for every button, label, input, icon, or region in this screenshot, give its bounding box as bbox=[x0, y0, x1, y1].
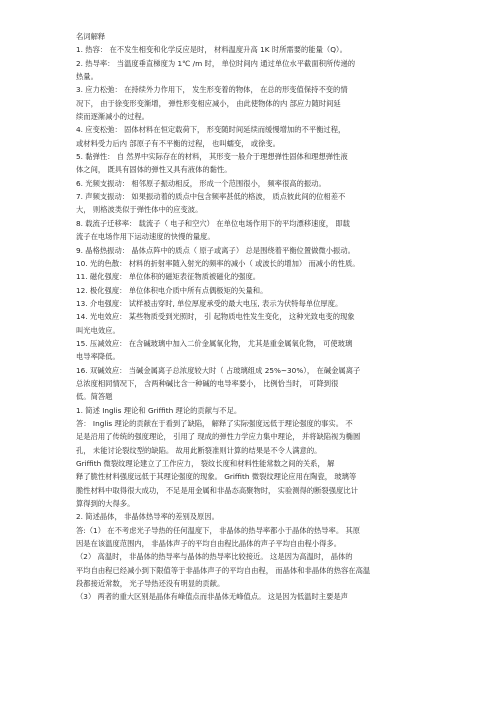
doc-line: 答： Inglis 理论的贡献在于看到了缺陷， 解释了实际强度远低于理论强度的事实。 不 bbox=[76, 418, 353, 428]
doc-line: 答:（1） 在不考虑光子导热的任何温度下， 非晶体的热导率都小于晶体的热导率。 其原 bbox=[76, 525, 361, 535]
doc-line: 续而逐渐减小的过程。 bbox=[76, 112, 149, 122]
doc-line bbox=[76, 617, 456, 630]
doc-line: 足是沿用了传统的强度理论， 引用了 现成的弹性力学应力集中理论， 并将缺陷视为椭圆 bbox=[76, 432, 361, 442]
doc-line bbox=[76, 657, 456, 670]
doc-line: 16. 双碱效应： 当碱金属离子总浓度较大时（ 占玻璃组成 25%~30%）， 在碱金属离子 bbox=[76, 365, 361, 375]
doc-line: 大， 则格波类似于弹性体中的应变波。 bbox=[76, 205, 203, 215]
doc-line: 7. 声频支振动： 如果振动着的质点中包含频率甚低的格波， 质点彼此间的位相差不 bbox=[76, 192, 346, 202]
doc-line: 9. 晶格热振动： 晶体点阵中的质点（ 原子或离子） 总是围绕着平衡位置做微小振动。 bbox=[76, 245, 355, 255]
doc-line: 3. 应力松弛： 在持续外力作用下， 发生形变着的物体， 在总的形变值保持不变的情 bbox=[76, 85, 348, 95]
doc-line: 13. 介电强度： 试样被击穿时, 单位厚度承受的最大电压, 表示为伏特每单位厚度。 bbox=[76, 298, 343, 308]
doc-line: 脆性材料中取得很大成功， 不足是用金属和非晶态高聚物时， 实验测得的断裂强度比计 bbox=[76, 485, 358, 495]
doc-line: 1. 热容： 在不发生相变和化学反应是时， 材料温度升高 1K 时所需要的能量（Q）。 bbox=[76, 45, 347, 55]
doc-line: 14. 光电效应： 某些物质受到光照时， 引 起物质电性发生变化， 这种光致电变的现象 bbox=[76, 312, 355, 322]
doc-line: 4. 应变松弛： 固体材料在恒定载荷下， 形变随时间延续而缓慢增加的不平衡过程， bbox=[76, 125, 346, 135]
doc-line bbox=[76, 630, 456, 643]
doc-line: 平均自由程已经减小到下限值等于非晶体声子的平均自由程， 而晶体和非晶体的热容在高温 bbox=[76, 565, 371, 575]
doc-line: 热量。 bbox=[76, 72, 98, 82]
doc-line bbox=[76, 684, 456, 697]
doc-line: 8. 载流子迁移率： 载流子（ 电子和空穴） 在单位电场作用下的平均漂移速度， 即载 bbox=[76, 218, 350, 228]
doc-line: 名词解释 bbox=[76, 32, 106, 41]
doc-line: 2. 热导率： 当温度垂直梯度为 1℃ /m 时， 单位时间内 通过单位水平截面积所传递的 bbox=[76, 58, 356, 68]
doc-line: 低。简答题 bbox=[76, 392, 113, 402]
doc-line: 算得到的大得多。 bbox=[76, 499, 135, 509]
doc-line: 总浓度相同情况下， 含两种碱比含一种碱的电导率要小， 比例恰当时， 可降到很 bbox=[76, 378, 339, 388]
doc-line: 2. 简述晶体， 非晶体热导率的差别及原因。 bbox=[76, 512, 219, 522]
doc-line: 电导率降低。 bbox=[76, 352, 120, 362]
doc-line: 叫光电效应。 bbox=[76, 325, 120, 335]
doc-line: 15. 压减效应： 在含碱玻璃中加入二价金属氧化物， 尤其是重金属氧化物， 可使玻璃 bbox=[76, 338, 353, 348]
doc-line: 或材料受力后内 部原子有不平衡的过程， 也叫蠕变， 或徐变。 bbox=[76, 138, 280, 148]
doc-line: 12. 极化强度： 单位体积电介质中所有点偶极矩的矢量和。 bbox=[76, 285, 268, 295]
doc-line: 流子在电场作用下运动速度的快慢的量度。 bbox=[76, 232, 215, 242]
doc-line bbox=[76, 604, 456, 617]
doc-line: 6. 光频支振动： 相邻原子振动相反， 形成一个范围很小， 频率很高的振动。 bbox=[76, 178, 326, 188]
doc-line: 体之间， 既具有固体的弹性又具有液体的黏性。 bbox=[76, 165, 232, 175]
doc-line: 1. 简述 Inglis 理论和 Griffith 理论的贡献与不足。 bbox=[76, 405, 242, 415]
doc-line: 5. 黏弹性： 自 然界中实际存在的材料， 其形变一般介于理想弹性固体和理想弹性液 bbox=[76, 152, 348, 162]
doc-line: 孔， 未能讨论裂纹型的缺陷。 故用此断裂准则计算的结果是不令人满意的。 bbox=[76, 445, 322, 455]
doc-line: 释了脆性材料强度远低于其理论强度的现象。 Griffith 微裂纹理论应用在陶瓷， 玻璃等 bbox=[76, 472, 357, 482]
doc-line: Griffith 微裂纹理论建立了工作应力， 裂纹长度和材料性能常数之间的关系， 解 bbox=[76, 459, 335, 468]
doc-line bbox=[76, 644, 456, 657]
doc-line: 段都接近常数， 光子导热还没有明显的贡献。 bbox=[76, 579, 225, 589]
doc-line: 况下， 由于徐变形变渐增， 弹性形变相应减小， 由此使物体的内 部应力随时间延 bbox=[76, 98, 341, 108]
doc-line bbox=[76, 671, 456, 684]
doc-line: 因是在该温度范围内， 非晶体声子的平均自由程比晶体的声子平均自由程小得多。 bbox=[76, 539, 342, 549]
doc-line: （2） 高温时， 非晶体的热导率与晶体的热导率比较接近。 这是因为高温时， 晶体的 bbox=[76, 552, 353, 562]
doc-line: （3） 两者的重大区别是晶体有峰值点而非晶体无峰值点。 这是因为低温时主要是声 bbox=[76, 592, 348, 602]
doc-line: 10. 光的色散： 材料的折射率随入射光的频率的减小（ 或波长的增加） 而减小的性质。 bbox=[76, 258, 360, 268]
doc-line: 11. 磁化强度： 单位体积的磁矩表征物质被磁化的强度。 bbox=[76, 272, 261, 282]
